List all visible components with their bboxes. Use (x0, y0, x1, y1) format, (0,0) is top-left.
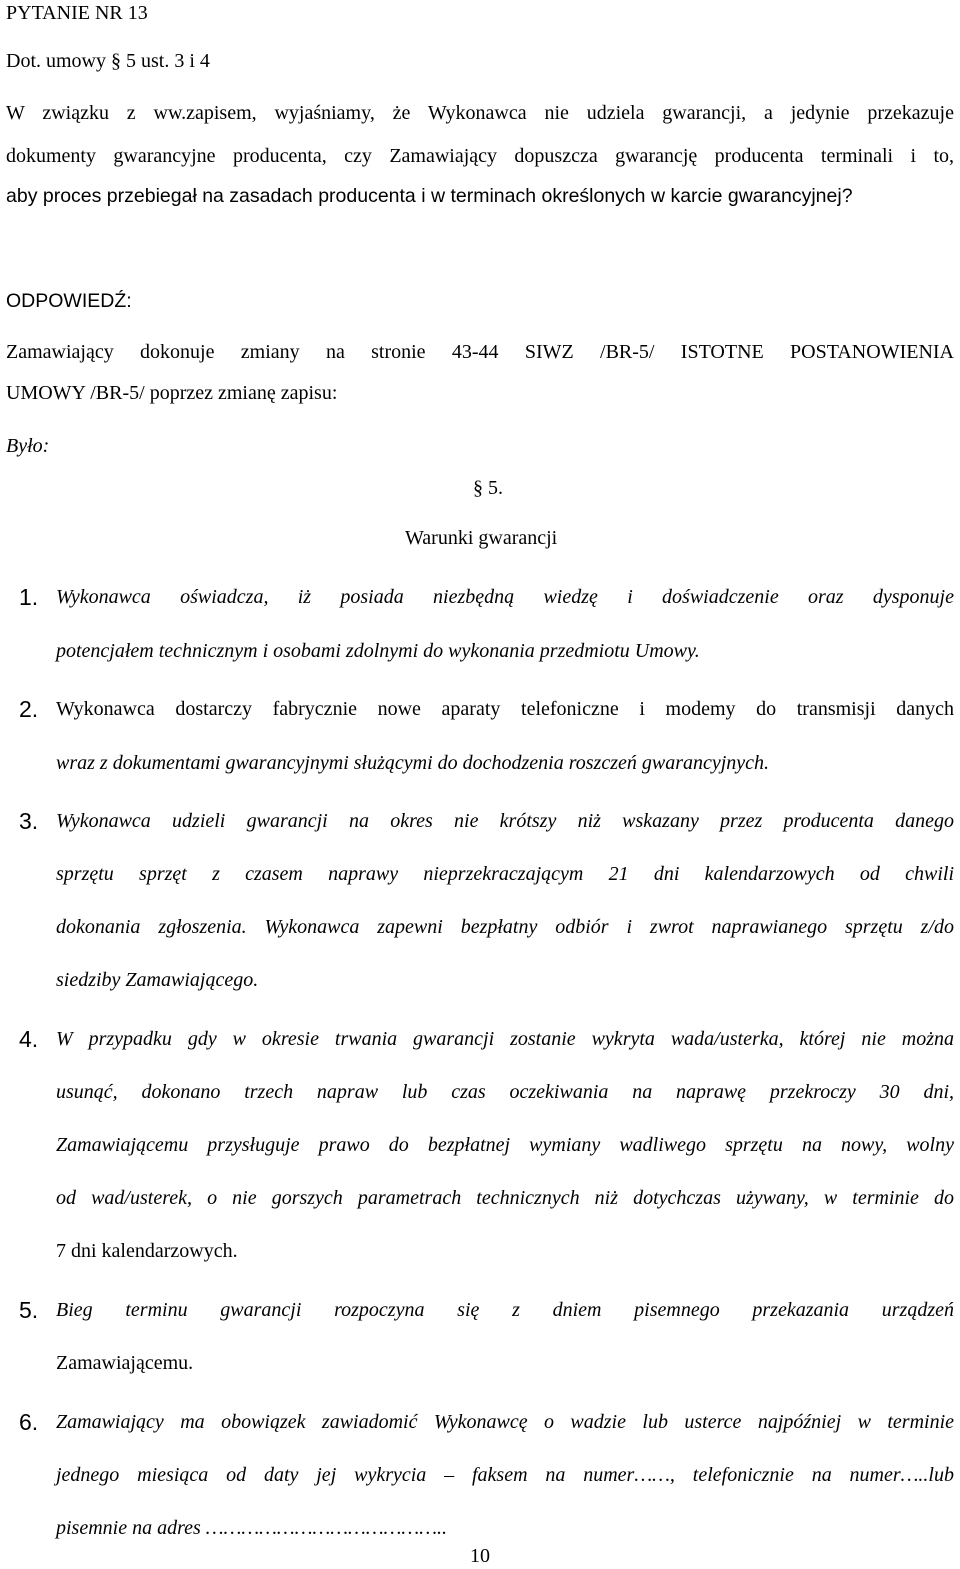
item-2-line-2: wraz z dokumentami gwarancyjnymi służącymi do dochodzenia roszczeń gwarancyjnych. (56, 752, 770, 774)
page-number: 10 (470, 1545, 490, 1567)
item-6-line-2: jednego miesiąca od daty jej wykrycia – faksem na numer……, telefonicznie na numer…..lub (56, 1464, 954, 1486)
question-line-1: W związku z ww.zapisem, wyjaśniamy, że Wykonawca nie udziela gwarancji, a jedynie przekazuje (6, 102, 954, 124)
answer-line-2: UMOWY /BR-5/ poprzez zmianę zapisu: (6, 382, 338, 404)
item-3-number: 3. (19, 808, 39, 834)
item-6-line-3: pisemnie na adres ………………………………….. (56, 1517, 447, 1539)
item-2-line-1: Wykonawca dostarczy fabrycznie nowe aparaty telefoniczne i modemy do transmisji danych (56, 698, 954, 720)
question-line-3: aby proces przebiegał na zasadach producenta i w terminach określonych w karcie gwarancyjnej? (6, 185, 853, 207)
item-4-line-4: od wad/usterek, o nie gorszych parametrach technicznych niż dotychczas używany, w terminie do (56, 1187, 954, 1209)
item-4-number: 4. (19, 1026, 39, 1052)
item-5-number: 5. (19, 1297, 39, 1323)
item-5-line-2: Zamawiającemu. (56, 1352, 194, 1374)
item-3-line-2: sprzętu sprzęt z czasem naprawy nieprzekraczającym 21 dni kalendarzowych od chwili (56, 863, 954, 885)
item-1-number: 1. (19, 584, 39, 610)
question-reference: Dot. umowy § 5 ust. 3 i 4 (6, 50, 210, 72)
item-4-line-2: usunąć, dokonano trzech napraw lub czas oczekiwania na naprawę przekroczy 30 dni, (56, 1081, 954, 1103)
item-3-line-1: Wykonawca udzieli gwarancji na okres nie krótszy niż wskazany przez producenta danego (56, 810, 954, 832)
item-6-line-1: Zamawiający ma obowiązek zawiadomić Wykonawcę o wadzie lub usterce najpóźniej w terminie (56, 1411, 954, 1433)
section-number: § 5. (473, 477, 503, 499)
answer-label: ODPOWIEDŹ: (6, 290, 132, 312)
section-title: Warunki gwarancji (405, 527, 558, 549)
item-6-number: 6. (19, 1409, 39, 1435)
item-2-number: 2. (19, 696, 39, 722)
item-5-line-1: Bieg terminu gwarancji rozpoczyna się z dniem pisemnego przekazania urządzeń (56, 1299, 954, 1321)
item-3-line-3: dokonania zgłoszenia. Wykonawca zapewni bezpłatny odbiór i zwrot naprawianego sprzętu z/do (56, 916, 954, 938)
item-1-line-2: potencjałem technicznym i osobami zdolnymi do wykonania przedmiotu Umowy. (56, 640, 700, 662)
item-1-line-1: Wykonawca oświadcza, iż posiada niezbędną wiedzę i doświadczenie oraz dysponuje (56, 586, 954, 608)
answer-line-1: Zamawiający dokonuje zmiany na stronie 43-44 SIWZ /BR-5/ ISTOTNE POSTANOWIENIA (6, 341, 954, 363)
item-4-line-5: 7 dni kalendarzowych. (56, 1240, 238, 1262)
bylo-label: Było: (6, 435, 50, 457)
question-line-2: dokumenty gwarancyjne producenta, czy Zamawiający dopuszcza gwarancję producenta terminali i to, (6, 145, 954, 167)
item-4-line-3: Zamawiającemu przysługuje prawo do bezpłatnej wymiany wadliwego sprzętu na nowy, wolny (56, 1134, 954, 1156)
item-3-line-4: siedziby Zamawiającego. (56, 969, 259, 991)
question-header: PYTANIE NR 13 (6, 2, 148, 24)
item-4-line-1: W przypadku gdy w okresie trwania gwarancji zostanie wykryta wada/usterka, której nie można (56, 1028, 954, 1050)
